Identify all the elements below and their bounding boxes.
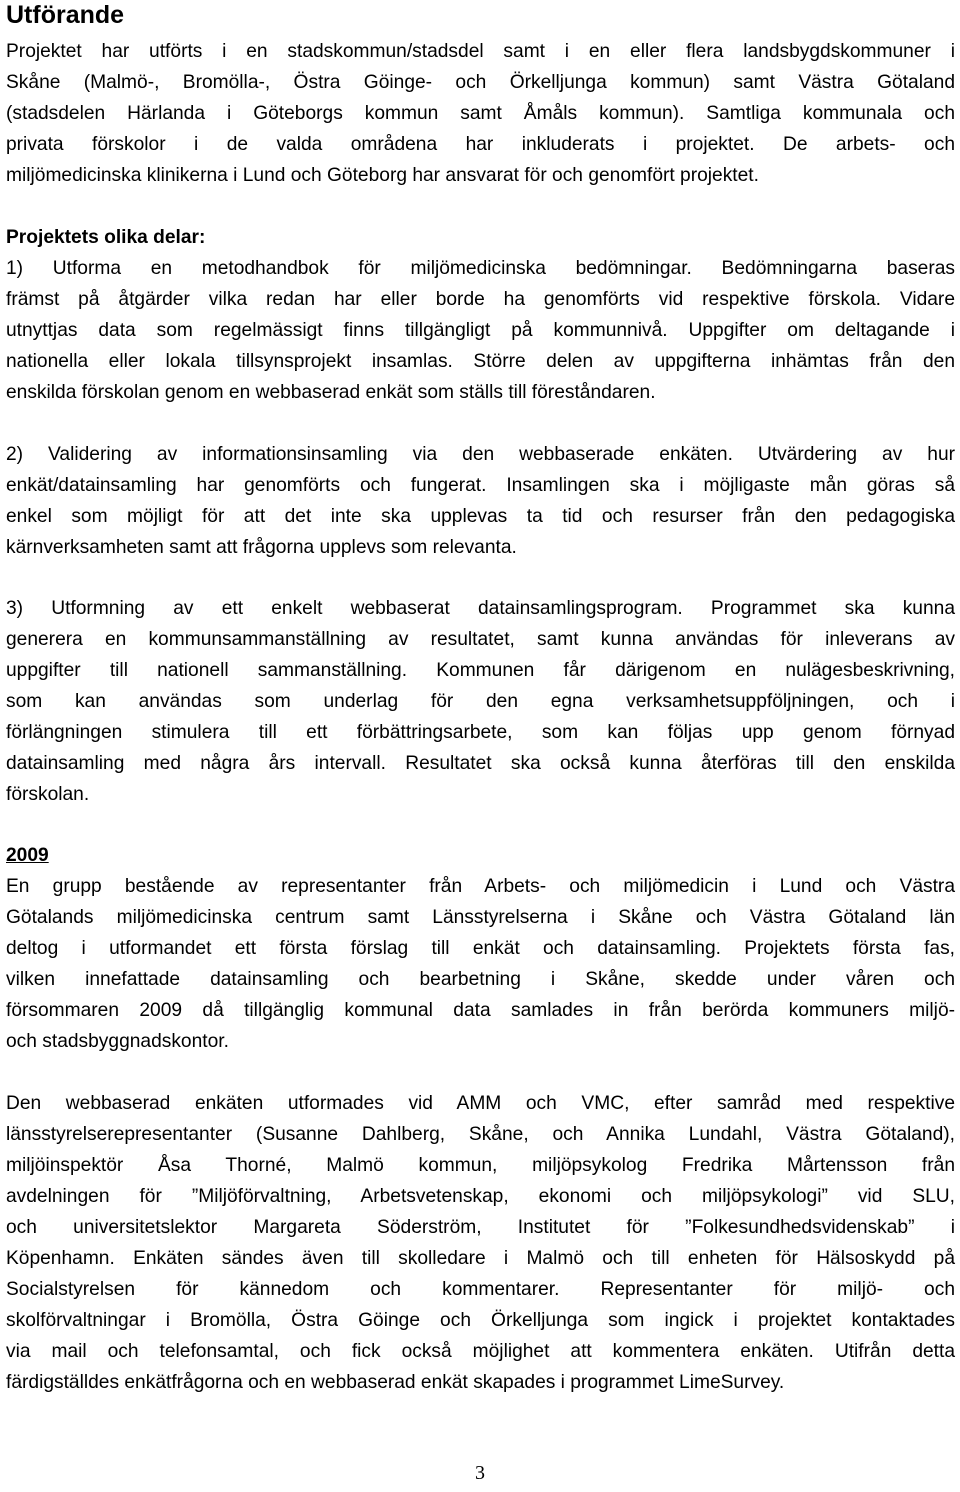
text-line: (stadsdelen Härlanda i Göteborgs kommun samt Åmåls kommun). Samtliga kommunala och xyxy=(6,103,955,124)
text-line: 1) Utforma en metodhandbok för miljömedicinska bedömningar. Bedömningarna baseras xyxy=(6,258,955,279)
text-line: enskilda förskolan genom en webbaserad enkät som ställs till föreståndaren. xyxy=(6,382,656,403)
year-heading: 2009 xyxy=(6,845,49,866)
text-line: förlängningen stimulera till ett förbättringsarbete, som kan följas upp genom förnyad xyxy=(6,722,955,743)
text-line: datainsamling med några års intervall. Resultatet ska också kunna återföras till den enskilda xyxy=(6,753,955,774)
text-line: främst på åtgärder vilka redan har eller borde ha genomförts vid respektive förskola. Vidare xyxy=(6,289,955,310)
text-line: kärnverksamheten samt att frågorna upplevs som relevanta. xyxy=(6,537,517,558)
text-line: försommaren 2009 då tillgänglig kommunal data samlades in från berörda kommuners miljö- xyxy=(6,1000,955,1021)
text-line: Socialstyrelsen för kännedom och kommentarer. Representanter för miljö- och xyxy=(6,1279,955,1300)
text-line: enkel som möjligt för att det inte ska upplevas ta tid och resurser från den pedagogiska xyxy=(6,506,955,527)
text-line: deltog i utformandet ett första förslag till enkät och datainsamling. Projektets första fas, xyxy=(6,938,955,959)
text-line: Köpenhamn. Enkäten sändes även till skolledare i Malmö och till enheten för Hälsoskydd på xyxy=(6,1248,955,1269)
subheading: Projektets olika delar: xyxy=(6,227,206,248)
text-line: generera en kommunsammanställning av resultatet, samt kunna användas för inleverans av xyxy=(6,629,955,650)
text-line: Den webbaserad enkäten utformades vid AMM och VMC, efter samråd med respektive xyxy=(6,1093,955,1114)
text-line: En grupp bestående av representanter från Arbets- och miljömedicin i Lund och Västra xyxy=(6,876,955,897)
text-line: uppgifter till nationell sammanställning. Kommunen får därigenom en nulägesbeskrivning, xyxy=(6,660,955,681)
text-line: 3) Utformning av ett enkelt webbaserat datainsamlingsprogram. Programmet ska kunna xyxy=(6,598,955,619)
text-line: privata förskolor i de valda områdena har inkluderats i projektet. De arbets- och xyxy=(6,134,955,155)
text-line: Projektet har utförts i en stadskommun/stadsdel samt i en eller flera landsbygdskommuner i xyxy=(6,41,955,62)
text-line: Götalands miljömedicinska centrum samt Länsstyrelserna i Skåne och Västra Götaland län xyxy=(6,907,955,928)
text-line: skolförvaltningar i Bromölla, Östra Göinge och Örkelljunga som ingick i projektet kontaktades xyxy=(6,1310,955,1331)
text-line: utnyttjas data som regelmässigt finns tillgängligt på kommunnivå. Uppgifter om deltagande i xyxy=(6,320,955,341)
text-line: 2) Validering av informationsinsamling via den webbaserade enkäten. Utvärdering av hur xyxy=(6,444,955,465)
text-line: färdigställdes enkätfrågorna och en webbaserad enkät skapades i programmet LimeSurvey. xyxy=(6,1372,785,1393)
text-line: via mail och telefonsamtal, och fick också möjlighet att kommentera enkäten. Utifrån detta xyxy=(6,1341,955,1362)
section-heading: Utförande xyxy=(6,1,125,29)
text-line: och universitetslektor Margareta Söderström, Institutet för ”Folkesundhedsvidenskab” i xyxy=(6,1217,955,1238)
text-line: länsstyrelserepresentanter (Susanne Dahlberg, Skåne, och Annika Lundahl, Västra Götaland), xyxy=(6,1124,955,1145)
text-line: avdelningen för ”Miljöförvaltning, Arbetsvetenskap, ekonomi och miljöpsykologi” vid SLU, xyxy=(6,1186,955,1207)
text-line: förskolan. xyxy=(6,784,90,805)
text-line: nationella eller lokala tillsynsprojekt insamlas. Större delen av uppgifterna inhämtas från den xyxy=(6,351,955,372)
text-line: Skåne (Malmö-, Bromölla-, Östra Göinge- och Örkelljunga kommun) samt Västra Götaland xyxy=(6,72,955,93)
text-line: vilken innefattade datainsamling och bearbetning i Skåne, skedde under våren och xyxy=(6,969,955,990)
page-number: 3 xyxy=(475,1462,485,1484)
text-line: och stadsbyggnadskontor. xyxy=(6,1031,229,1052)
text-line: enkät/datainsamling har genomförts och fungerat. Insamlingen ska i möjligaste mån göras så xyxy=(6,475,955,496)
text-line: miljömedicinska klinikerna i Lund och Göteborg har ansvarat för och genomfört projektet. xyxy=(6,165,759,186)
text-line: som kan användas som underlag för den egna verksamhetsuppföljningen, och i xyxy=(6,691,955,712)
text-line: miljöinspektör Åsa Thorné, Malmö kommun, miljöpsykolog Fredrika Mårtensson från xyxy=(6,1155,955,1176)
